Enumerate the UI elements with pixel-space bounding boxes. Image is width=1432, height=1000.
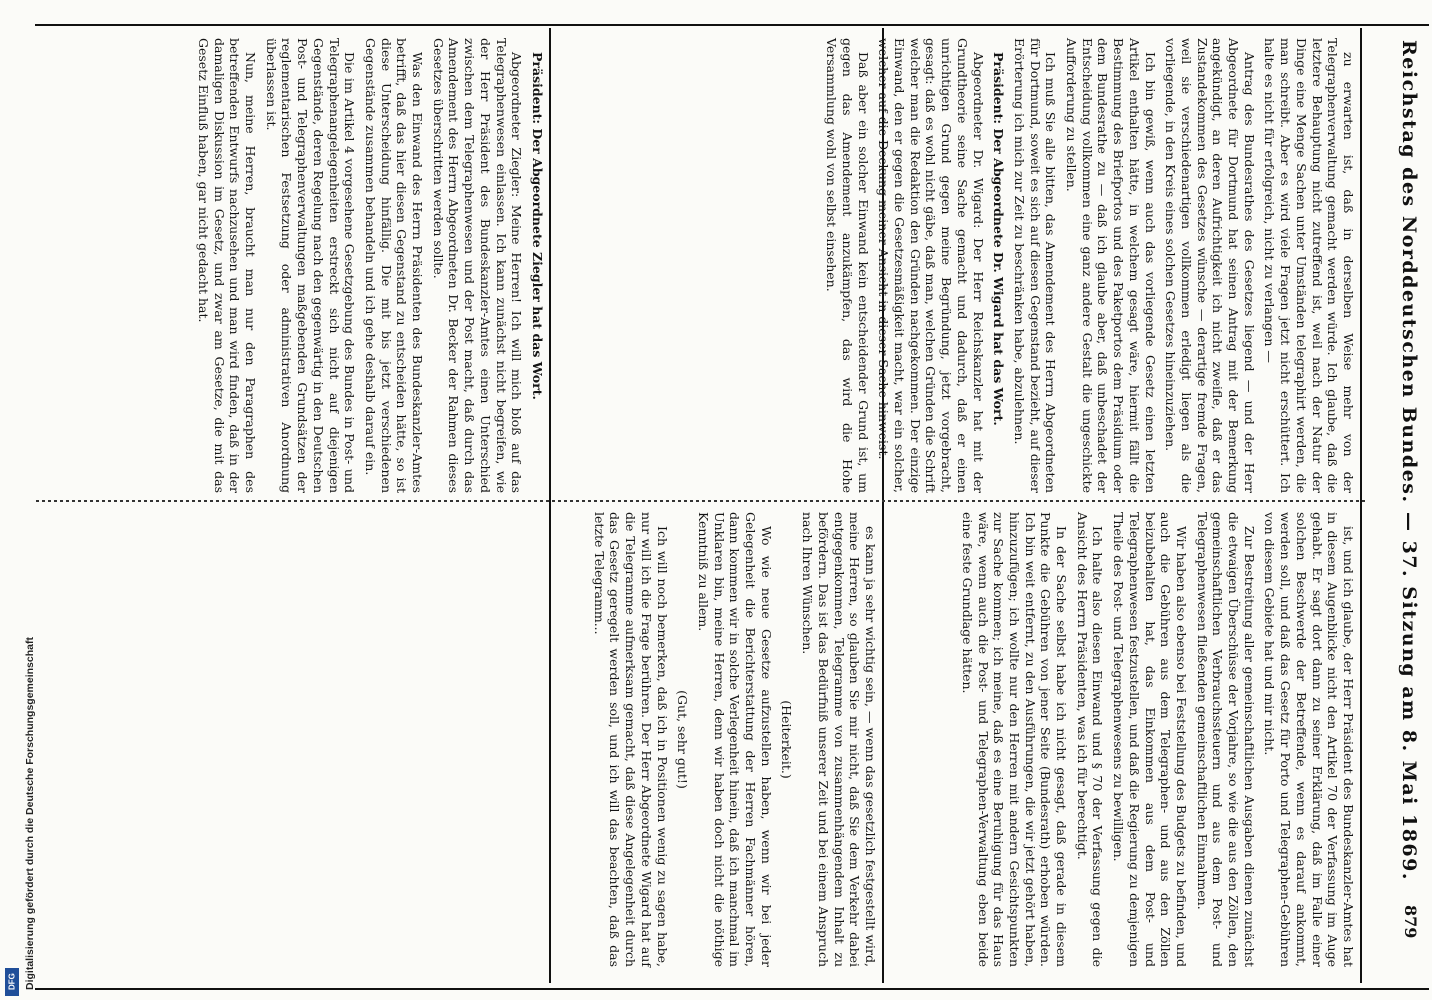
paragraph: ist, und ich glaube, der Herr Präsident des Bundeskanzler-Amtes hat in diesem Augenblicke nicht den Artikel 70 der Verfassung im Auge gehabt. Er sagt dort dann zu seiner Erklärung, daß im Falle einer solchen Beschwerde der Betreffende, wenn es darauf ankommt, werden soll, und daß das Gesetz für Porto und Telegraphen-Gebühren von diesem Gebiete hat und mir nicht. bbox=[1262, 512, 1356, 967]
paragraph: Ich halte also diesen Einwand und § 70 der Verfassung gegen die Ansicht des Herrn Präsidenten, was ich für berechtigt. bbox=[1074, 512, 1106, 967]
header-title-left: Reichstag des Norddeutschen Bundes. bbox=[1398, 40, 1420, 504]
speaker-paragraph: Präsident: Der Abgeordnete Dr. Wigard hat das Wort. bbox=[991, 52, 1007, 426]
column-far-left bbox=[38, 512, 543, 967]
column-bottom-left bbox=[548, 512, 878, 967]
paragraph: Nun, meine Herren, braucht man nur den Paragraphen des betreffenden Entwurfs nachzusehen und man wird finden, daß in der damaligen Diskussion im Gesetz, und zwar am Gesetze, die mit das Gesetz Einfluß haben, gar nicht gedacht hat. bbox=[195, 38, 259, 493]
page-number: 879 bbox=[1401, 905, 1420, 939]
paragraph: Abgeordneter Ziegler: Meine Herren! Ich will mich bloß auf das Telegraphenwesen einlassen. Ich kann zunächst nicht begreifen, wie der Herr Präsident des Bundeskanzler-Amtes einen Unterschied zwischen dem Telegraphenwesen und der Post macht, daß durch das Amendement des Herrn Abgeordneten Dr. Becker der Rahmen dieses Gesetzes überschritten werden sollte. bbox=[430, 38, 525, 493]
paragraph: Wir haben also ebenso bei Feststellung des Budgets zu befinden, und auch die Gebühren aus dem Telegraphen- und aus den Zöllen beizubehalten hat, das Einkommen aus dem Post- und Telegraphenwesen festzustellen, und daß die Regierung zu demjenigen Theile des Post- und Telegraphenwesens zu bewilligen. bbox=[1111, 512, 1189, 967]
paragraph: Wo wie neue Gesetze aufzustellen haben, wenn wir bei jeder Gelegenheit die Berichterstattung der Herren Fachmänner hören, dann kommen wir in solche Verlegenheit hinein, daß ich manchmal im Unklaren bin, meine Herren, denn wir haben doch nicht die nöthige Kenntniß zu allem. bbox=[695, 512, 774, 967]
column-rule-right bbox=[1360, 28, 1362, 983]
dfg-logo-icon: DFG bbox=[5, 968, 19, 996]
paragraph: Zur Bestreitung aller gemeinschaftlichen Ausgaben dienen zunächst die etwaigen Überschüsse der Vorjahre, so wie die aus den Zöllen, den gemeinschaftlichen Verbrauchssteuern und aus dem Post- und Telegraphenwesen fließenden gemeinschaftlichen Einnahmen. bbox=[1194, 512, 1257, 967]
column-top-left bbox=[884, 512, 1356, 967]
section-divider bbox=[36, 500, 1366, 502]
paragraph: Ich will noch bemerken, daß ich in Positionen wenig zu sagen habe, nur will ich die Frage berühren. Der Herr Abgeordnete Wigard hat auf die Telegramme aufmerksam gemacht, daß diese Angelegenheit durch das Gesetz geregelt werden soll, und ich will das beachten, daß das letzte Telegramm... bbox=[591, 512, 670, 967]
paragraph: Was den Einwand des Herrn Präsidenten des Bundeskanzler-Amtes betrifft, daß das hier diesen Gegenstand zu entscheiden hätte, so ist diese Unterscheidung hinfällig. Die mit bis jetzt verschiedenen Gegenstände zusammen behandeln und ich gehe deshalb darauf ein. bbox=[362, 38, 426, 493]
stage-direction: (Gut, sehr gut!) bbox=[675, 690, 691, 789]
paragraph: Ich bin gewiß, wenn auch das vorliegende Gesetz einen letzten Artikel enthalten hätte, in welchem gesagt wäre, hiermit fällt die Bestimmung des Briefportos und des Paketportos dem Präsidium oder dem Bundesrathe zu — daß ich glaube aber, daß unbeschadet der Entscheidung vollkommen eine ganz andere Gestalt die ungeschickte Aufforderung zu stellen. bbox=[1064, 38, 1158, 493]
digitization-credit: Digitalisierung gefördert durch die Deutsche Forschungsgemeinschaft bbox=[24, 637, 36, 990]
paragraph: In der Sache selbst habe ich nicht gesagt, daß gerade in diesem Punkte die Gebühren von jener Seite (Bundesrath) erhoben würden. Ich bin weit entfernt, zu den Ausführungen, die wir jetzt gehört haben, hinzuzufügen; ich wollte nur den Herren mit andern Gesichtspunkten zur Sache kommen; ich meine, daß es eine Beruhigung für das Haus wäre, wenn auch die Post- und Telegraphen-Verwaltung eben beide eine feste Grundlage hätten. bbox=[959, 512, 1070, 967]
paragraph: es kann ja sehr wichtig sein, — wenn das gesetzlich festgestellt wird, meine Herren, so glauben Sie mir nicht, daß Sie dem Verkehr dabei entgegenkommen, Telegramme von zusammenhängendem Inhalt zu befördern. Das ist das Bedürfniß unserer Zeit und bei einem Anspruch nach Ihren Wünschen. bbox=[800, 512, 878, 967]
paragraph: Daß aber ein solcher Einwand kein entscheidender Grund ist, um gegen das Amendement anzukämpfen, das wird die Hohe Versammlung wohl von selbst einsehen. bbox=[824, 38, 871, 493]
paragraph: Abgeordneter Dr. Wigard: Der Herr Reichskanzler hat mit der Grundtheorie seine Sache gemacht und dadurch, daß er einen unrichtigen Grund gegen meine Begründung, jetzt vorgebracht, gesagt: daß es wohl nicht gäbe, daß man, welchen Gründen die Schrift welcher man die Redaktion den Gründen nachgekommen. Der einzige Einwand, den er gegen die Gesetzesmäßigkeit macht, war ein solcher, welcher auf die Deckung meiner Ansicht in dieser Sache hinweist. bbox=[876, 38, 986, 493]
stage-direction: (Heiterkeit.) bbox=[779, 700, 795, 779]
paragraph: Antrag des Bundesrathes des Gesetzes liegend — und der Herr Abgeordnete für Dortmund hat seinen Antrag mit der Bemerkung angekündigt, an deren Aufrichtigkeit ich nicht zweifle, daß er das Zustandekommen des Gesetzes wünsche — derartige fremde Fragen, weil sie verschiedenartigen vollkommen erledigt liegen als die vorliegende, in den Kreis eines solchen Gesetzes hineinzuziehen. bbox=[1163, 38, 1257, 493]
paragraph: Ich muß Sie alle bitten, das Amendement des Herrn Abgeordneten für Dortmund, soweit es sich auf diesen Gegenstand bezieht, auf dieser Erörterung ich mich zur Zeit zu beschränken habe, abzulehnen. bbox=[1011, 38, 1059, 493]
paragraph: Die im Artikel 4 vorgesehene Gesetzgebung des Bundes in Post- und Telegraphenangelegenheiten erstreckt sich nicht auf diejenigen Gegenstände, deren Regelung nach den gegenwärtig in den Deutschen Post- und Telegraphenverwaltungen maßgebenden Grundsätzen der reglementarischen Festsetzung oder administrativen Anordnung überlassen ist. bbox=[263, 38, 358, 493]
column-bottom-right bbox=[40, 38, 545, 493]
column-top-right bbox=[824, 38, 1356, 493]
speaker-paragraph: Präsident: Der Abgeordnete Ziegler hat das Wort. bbox=[530, 52, 545, 400]
paragraph: zu erwarten ist, daß in derselben Weise mehr von der Telegraphenverwaltung gemacht werden würde. Ich glaube, daß die letztere Behauptung nicht zutreffend ist, weil nach der Natur der Dinge eine Menge Sachen unter Umständen telegraphirt werden, die man schreibt. Aber es wird viele Fragen jetzt nicht erschüttert. Ich halte es nicht für erfolgreich, nicht zu verlangen — bbox=[1262, 38, 1356, 493]
header-title-right: — 37. Sitzung am 8. Mai 1869. bbox=[1398, 512, 1420, 881]
